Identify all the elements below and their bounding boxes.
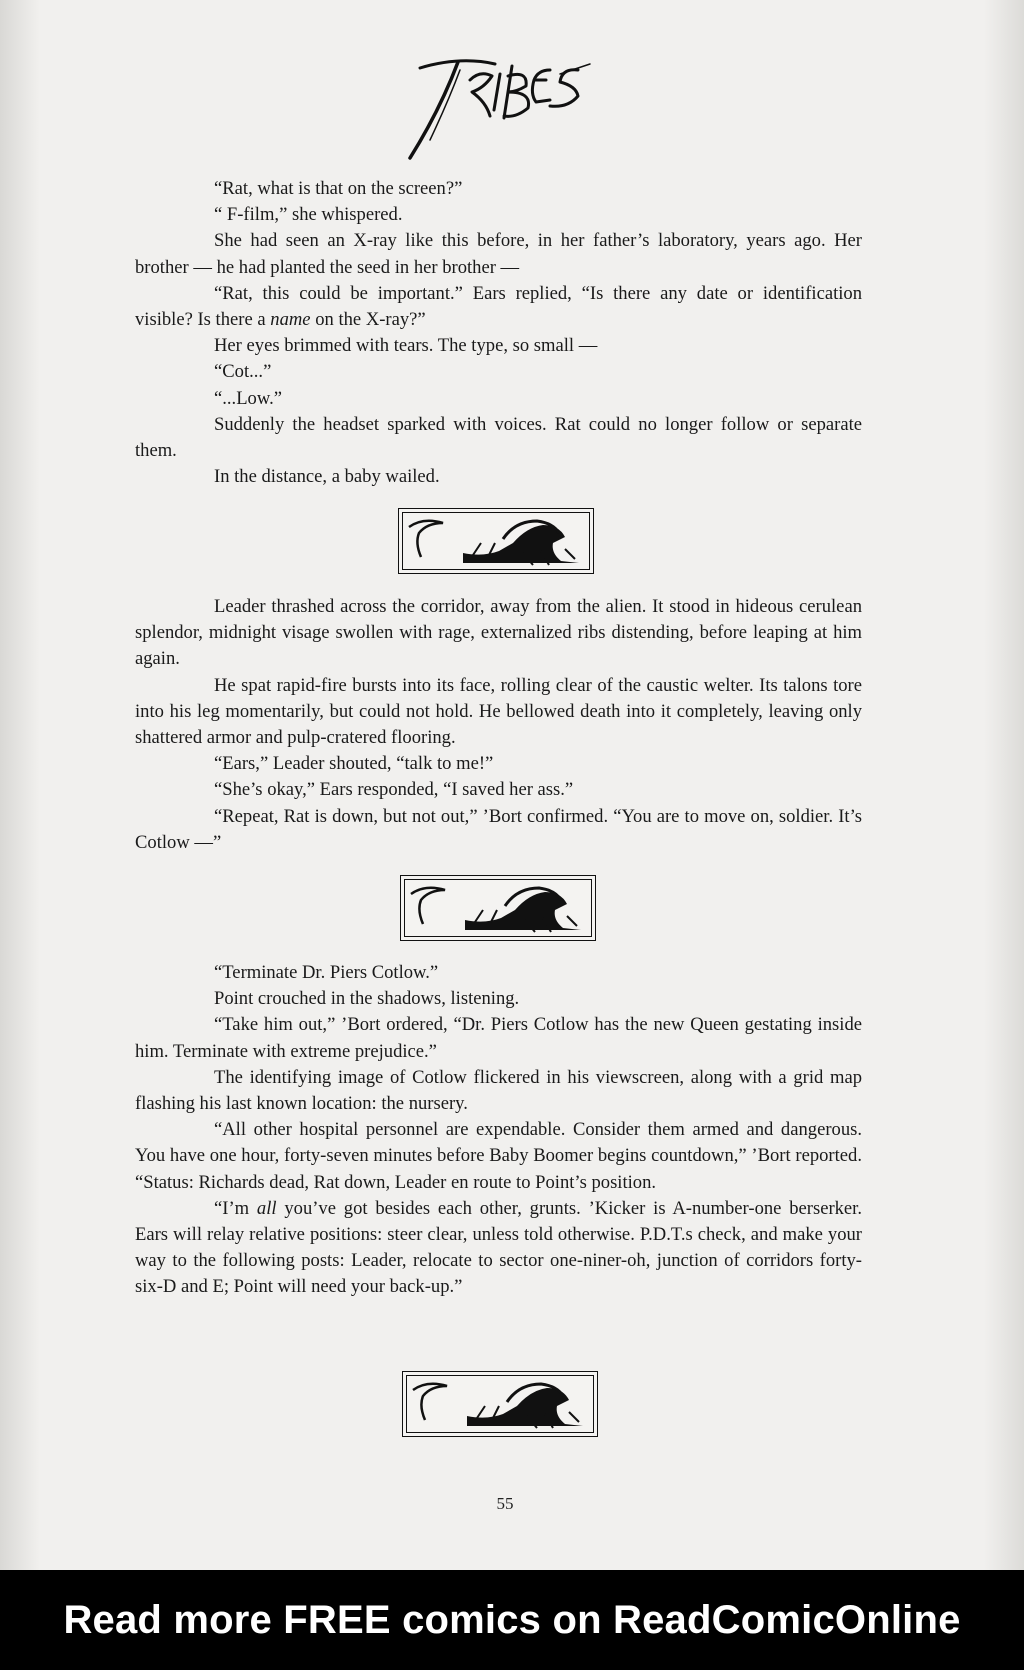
paragraph-text: you’ve got besides each other, grunts. ’Kicker is A-number-one berserker. Ears will relay relative positions: steer clear, unless told otherwise. P.D.T.s check, and make your way to the following posts: Leader, relocate to sector one-niner-oh, junction of corridors forty-six-D and E; Point will need your back-up.” (135, 1197, 863, 1298)
paragraph (135, 1196, 862, 1301)
paragraph-text: on the X-ray?” (310, 309, 426, 331)
tribes-logo (400, 30, 600, 170)
alien-ornament-art (407, 1376, 593, 1432)
paragraph: “Ears,” Leader shouted, “talk to me!” (214, 753, 494, 775)
paragraph: Leader thrashed across the corridor, away from the alien. It stood in hideous cerulean splendor, midnight visage swollen with rage, externalized ribs distending, before leaping at him again. (135, 596, 862, 670)
paragraph: “Rat, what is that on the screen?” (214, 178, 463, 199)
paragraph: The identifying image of Cotlow flickered in his viewscreen, along with a grid map flashing his last known location: the nursery. (135, 1066, 862, 1115)
paragraph: “Terminate Dr. Piers Cotlow.” (214, 962, 439, 983)
alien-ornament-art (405, 880, 591, 936)
paragraph: “ F-film,” she whispered. (214, 204, 403, 226)
text-block-point (135, 960, 862, 1301)
text-block-rat (135, 176, 862, 490)
page-number: 55 (496, 1494, 514, 1513)
paragraph-text: “Rat, this could be important.” Ears replied, “Is there any date or identification visible? Is there a (135, 282, 862, 331)
paragraph: She had seen an X-ray like this before, in her father’s laboratory, years ago. Her brother — he had planted the seed in her brother — (135, 230, 862, 278)
text-block-leader (135, 594, 862, 856)
paragraph: “Repeat, Rat is down, but not out,” ’Bort confirmed. “You are to move on, soldier. It’s Cotlow —” (135, 805, 862, 853)
paragraph: He spat rapid-fire bursts into its face, rolling clear of the caustic welter. Its talons tore into his leg momentarily, but could not hold. He bellowed death into it completely, leaving only shattered armor and pulp-cratered flooring. (135, 674, 862, 749)
alien-ornament-art (403, 513, 589, 569)
paragraph: “Cot...” (214, 361, 272, 383)
paragraph: Her eyes brimmed with tears. The type, so small — (214, 335, 598, 357)
paragraph: In the distance, a baby wailed. (214, 466, 440, 488)
alien-divider-ornament (402, 1371, 598, 1437)
paragraph-text: “I’m (214, 1197, 257, 1219)
italic-word: name (270, 309, 311, 331)
promo-banner[interactable] (0, 1570, 1024, 1670)
tribes-logo-art (400, 30, 600, 170)
page-edge-right (984, 0, 1024, 1570)
paragraph: “All other hospital personnel are expendable. Consider them armed and dangerous. You have one hour, forty-seven minutes before Baby Boomer begins countdown,” ’Bort reported. “Status: Richards dead, Rat down, Leader en route to Point’s position. (135, 1119, 862, 1193)
paragraph: Point crouched in the shadows, listening. (214, 988, 520, 1010)
page-edge-left (0, 0, 40, 1570)
alien-divider-ornament (400, 875, 596, 941)
alien-divider-ornament (398, 508, 594, 574)
paragraph: “She’s okay,” Ears responded, “I saved her ass.” (214, 779, 574, 801)
paragraph (135, 281, 862, 333)
paragraph: “Take him out,” ’Bort ordered, “Dr. Piers Cotlow has the new Queen gestating inside him. Terminate with extreme prejudice.” (135, 1014, 862, 1062)
paragraph: Suddenly the headset sparked with voices. Rat could no longer follow or separate them. (135, 413, 862, 462)
promo-banner-text[interactable]: Read more FREE comics on ReadComicOnline (63, 1597, 961, 1642)
italic-word: all (256, 1197, 277, 1219)
paragraph: “...Low.” (214, 387, 282, 409)
